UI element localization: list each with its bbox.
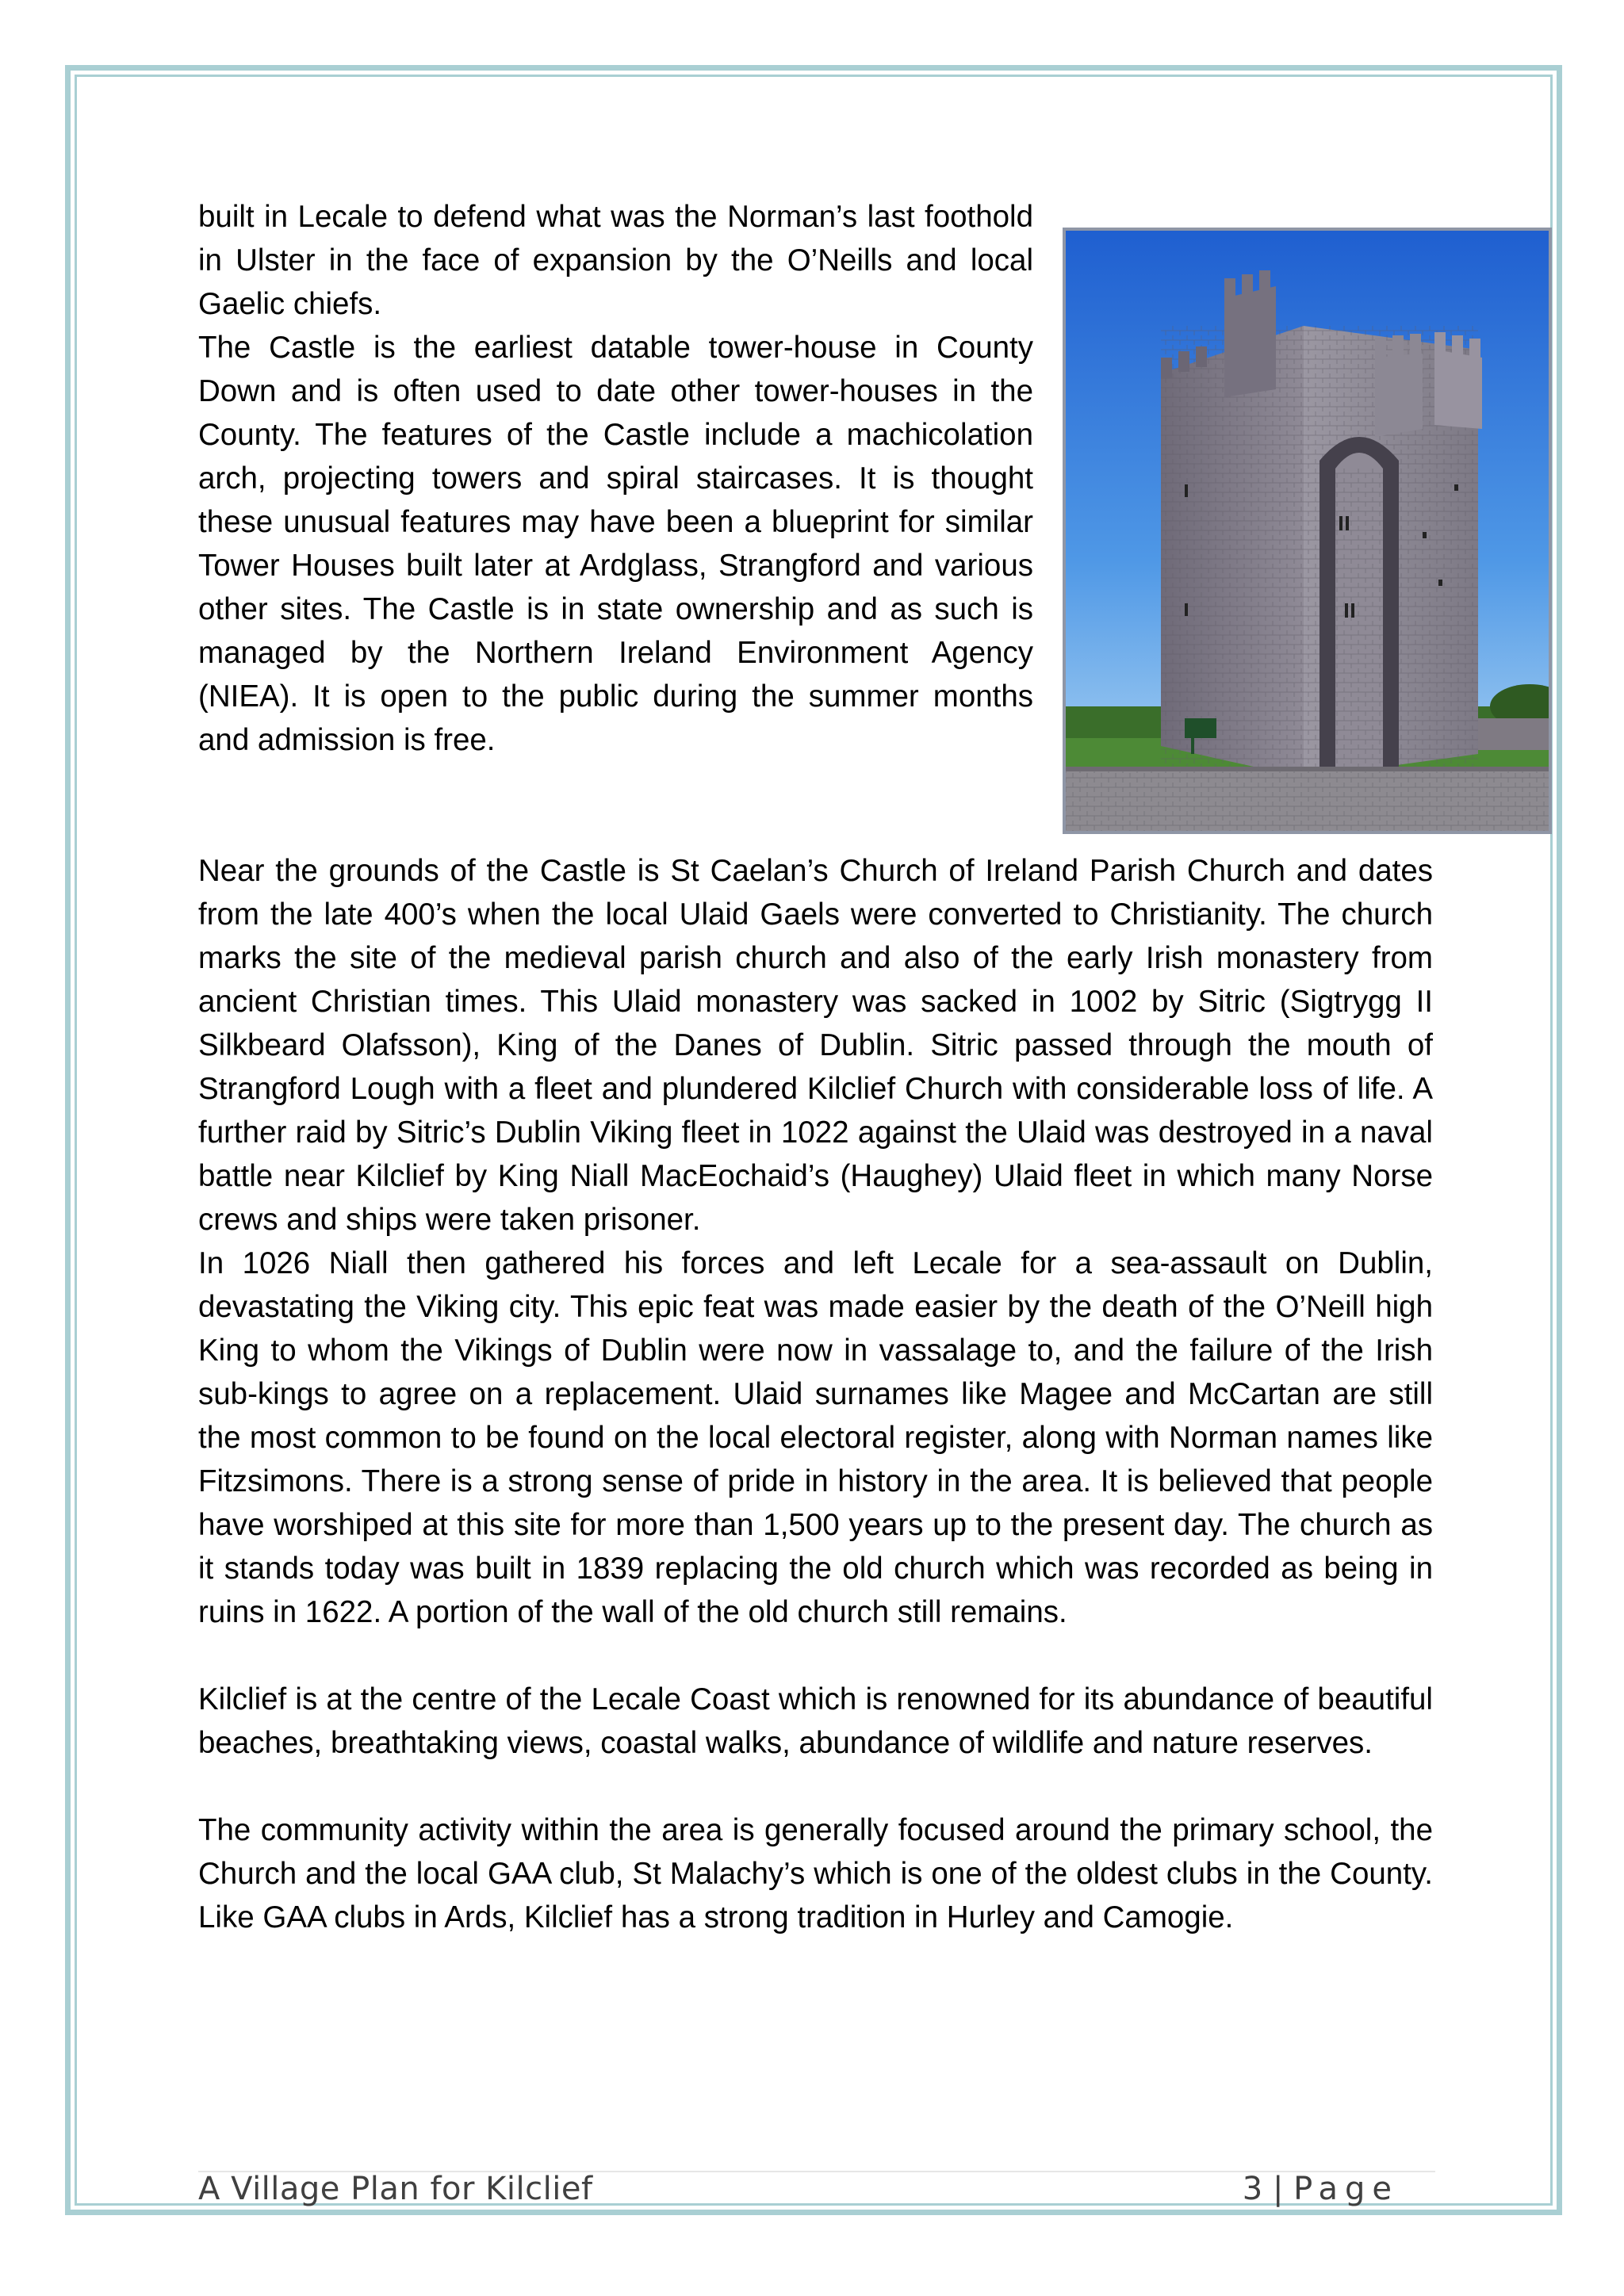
body-paragraph-3: Kilclief is at the centre of the Lecale Coast which is renowned for its abundance of beautiful beaches, breathtaking views, coastal walks, abundance of wildlife and nature reserves. (198, 1682, 1433, 1760)
castle-photo (1063, 228, 1552, 834)
footer-page-number (1243, 2171, 1399, 2207)
page-separator: | (1262, 2171, 1294, 2207)
body-paragraph-4: The community activity within the area is generally focused around the primary school, the Church and the local GAA club, St Malachy’s which is one of the oldest clubs in the County. Like GAA clubs in Ards, Kilclief has a strong tradition in Hurley and Camogie. (198, 1813, 1433, 1934)
page-number: 3 (1242, 2171, 1263, 2207)
castle-illustration (1066, 231, 1549, 831)
body-paragraph-2: In 1026 Niall then gathered his forces and left Lecale for a sea-assault on Dublin, devastating the Viking city. This epic feat was made easier by the death of the O’Neill high King to whom the Vikings of Dublin were now in vassalage to, and the failure of the Irish sub-kings to agree on a replacement. Ulaid surnames like Magee and McCartan are still the most common to be found on the local electoral register, along with Norman names like Fitzsimons. There is a strong sense of pride in history in the area. It is believed that people have worshiped at this site for more than 1,500 years up to the present day. The church as it stands today was built in 1839 replacing the old church which was recorded as being in ruins in 1622. A portion of the wall of the old church still remains. (198, 1246, 1433, 1629)
footer-title: A Village Plan for Kilclief (198, 2171, 593, 2207)
body-text-block (198, 849, 1433, 1939)
page-label: Page (1293, 2171, 1399, 2207)
intro-paragraph-1: built in Lecale to defend what was the Norman’s last foothold in Ulster in the face of expansion by the O’Neills and local Gaelic chiefs. (198, 200, 1033, 321)
intro-text-block (198, 195, 1033, 762)
body-paragraph-1: Near the grounds of the Castle is St Caelan’s Church of Ireland Parish Church and dates from the late 400’s when the local Ulaid Gaels were converted to Christianity. The church marks the site of the medieval parish church and also of the early Irish monastery from ancient Christian times. This Ulaid monastery was sacked in 1002 by Sitric (Sigtrygg II Silkbeard Olafsson), King of the Danes of Dublin. Sitric passed through the mouth of Strangford Lough with a fleet and plundered Kilclief Church with considerable loss of life. A further raid by Sitric’s Dublin Viking fleet in 1022 against the Ulaid was destroyed in a naval battle near Kilclief by King Niall MacEochaid’s (Haughey) Ulaid fleet in which many Norse crews and ships were taken prisoner. (198, 854, 1433, 1237)
intro-paragraph-2: The Castle is the earliest datable tower-house in County Down and is often used to date other tower-houses in the County. The features of the Castle include a machicolation arch, projecting towers and spiral staircases. It is thought these unusual features may have been a blueprint for similar Tower Houses built later at Ardglass, Strangford and various other sites. The Castle is in state ownership and as such is managed by the Northern Ireland Environment Agency (NIEA). It is open to the public during the summer months and admission is free. (198, 331, 1033, 757)
